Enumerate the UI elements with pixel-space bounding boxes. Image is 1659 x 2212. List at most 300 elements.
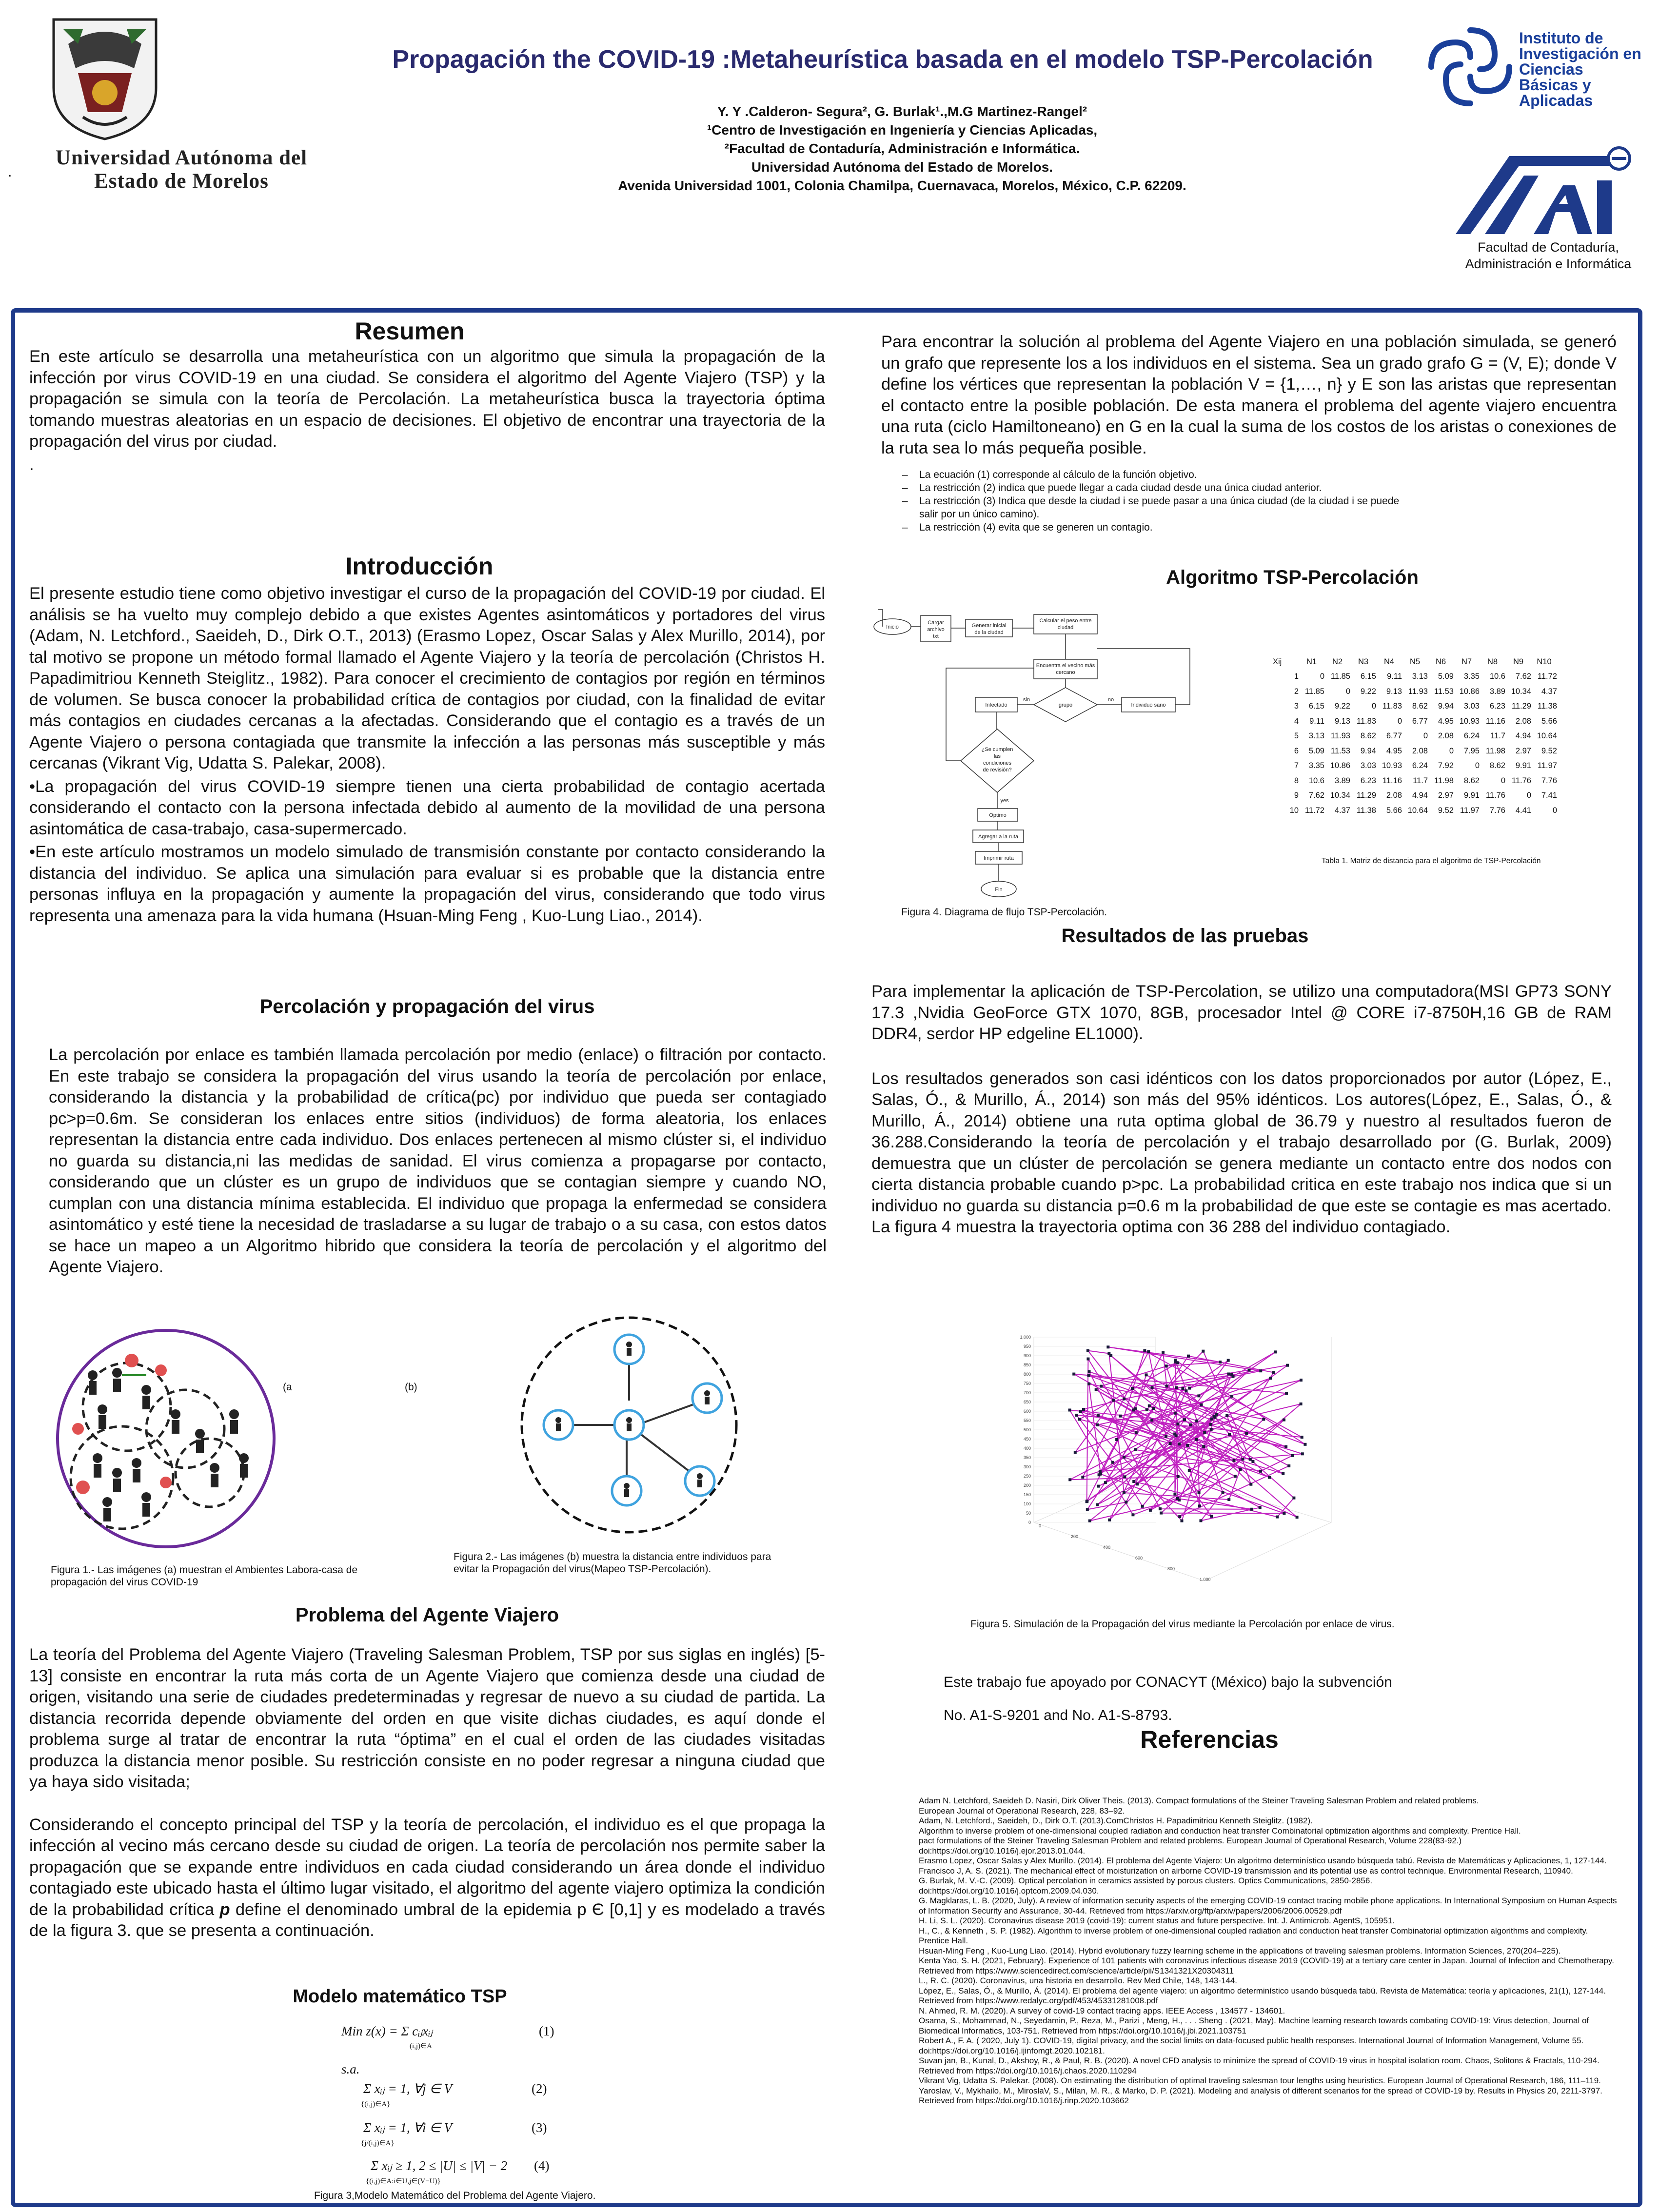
route-node	[1132, 1480, 1135, 1483]
table-header-cell: N1	[1306, 657, 1317, 666]
equation-number-2: (2)	[532, 2081, 547, 2096]
route-node	[1099, 1473, 1102, 1476]
resumen-dot: .	[29, 455, 34, 474]
table-cell: 11.38	[1537, 702, 1557, 711]
flow-agregar: Agregar a la ruta	[978, 834, 1018, 840]
table-cell: 8.62	[1412, 702, 1428, 711]
institute-swirl-logo	[1422, 20, 1519, 113]
route-node	[1111, 1461, 1114, 1464]
equation-1-sub: (i,j)∈A	[410, 2042, 432, 2050]
route-node	[1259, 1470, 1262, 1473]
figure-2-illustration	[517, 1313, 741, 1537]
route-node	[1250, 1508, 1253, 1511]
table-cell: 0	[1345, 687, 1350, 696]
route-node	[1160, 1512, 1163, 1515]
route-node	[1125, 1501, 1127, 1503]
right-intro-text	[881, 332, 1617, 461]
table-cell: 7.76	[1541, 776, 1557, 785]
dash: –	[902, 469, 908, 480]
equation-1: Min z(x) = Σ cᵢⱼxᵢⱼ	[341, 2024, 433, 2038]
distance-table	[1273, 654, 1557, 818]
institute-line: Aplicadas	[1519, 92, 1593, 109]
route-node	[1081, 1476, 1084, 1479]
route-node	[1147, 1350, 1150, 1353]
reference-item: Adam N. Letchford, Saeideh D. Nasiri, Dirk Oliver Theis. (2013). Compact formulations of the Steiner Traveling Salesman Problem and related problems.	[919, 1796, 1479, 1805]
restriction-text: La restricción (4) evita que se generen un contagio.	[919, 522, 1153, 533]
flow-no: no	[1107, 697, 1114, 703]
reference-item: doi:https://doi.org/10.1016/j.ejor.2013.01.044.	[919, 1846, 1086, 1856]
route-node	[1259, 1369, 1262, 1372]
flow-individuo-sano: Individuo sano	[1131, 702, 1166, 708]
dash: –	[902, 522, 908, 533]
table-cell: 10.93	[1459, 716, 1480, 726]
table-cell: 11.85	[1330, 672, 1350, 681]
flow-encuentra-2: cercano	[1056, 670, 1075, 675]
resumen-paragraph: En este artículo se desarrolla una metaheurística con un algoritmo que simula la propagación de la infección por virus COVID-19 en una ciudad. Se considera el algoritmo del Agente Viajero (TSP) y la propagación se simula con la teoría de Percolación. La metaheurística busca la trayectoria óptima tomando muestras aleatorias en un espacio de decisiones. El objetivo de encontrar una trayectoria de la propagación del virus por ciudad.	[29, 347, 825, 451]
reference-item: López, E., Salas, Ó., & Murillo, Á. (2014). El problema del agente viajero: un algoritmo determinístico usando búsqueda tabú. Revista de Matemática: teoría y aplicaciones, 21(1), 127-144. Retrieved from https://www.redalyc.org/pdf/453/45331281008.pdf	[919, 1986, 1606, 2005]
figure-1-label-a: (a	[283, 1382, 292, 1393]
table-cell: 6.24	[1412, 761, 1428, 770]
table-row-label: 8	[1294, 776, 1299, 785]
university-line-2: Estado de Morelos	[94, 170, 269, 193]
route-node	[1099, 1470, 1102, 1473]
table-cell: 5.66	[1386, 806, 1402, 815]
route-node	[1131, 1387, 1134, 1390]
flow-imprimir: Imprimir ruta	[984, 855, 1014, 861]
modelo-title: Modelo matemático TSP	[293, 1986, 507, 2007]
flow-cargar-1: Cargar	[928, 620, 944, 626]
affiliation-4: Avenida Universidad 1001, Colonia Chamilpa, Cuernavaca, Morelos, México, C.P. 62209.	[618, 178, 1186, 193]
table-cell: 10.64	[1537, 731, 1557, 741]
table-cell: 11.16	[1485, 716, 1505, 726]
institute-line: Básicas y	[1519, 76, 1591, 94]
table-cell: 2.97	[1515, 746, 1531, 755]
y-tick-label: 250	[1023, 1474, 1031, 1479]
table-cell: 10.93	[1382, 761, 1402, 770]
references-list	[919, 1796, 1617, 2106]
y-tick-label: 800	[1023, 1372, 1031, 1377]
university-name	[35, 146, 328, 193]
route-node	[1151, 1386, 1154, 1389]
resultados-paragraph-2: Los resultados generados son casi idénticos con los datos proporcionados por autor (López, E., Salas, Ó., & Murillo, Á., 2014) son más del 95% idénticos. Los autores(López, E., Salas, Ó., & Murillo, Á., 2014) obtiene una ruta optima global de 36.79 y nuestro al resultados fueron de 36.288.Considerando la teoría de percolación y el trabajo desarrollado por (G. Burlak, 2009) demuestra que un clúster de percolación se genera mediante un contacto entre dos nodos con cierta distancia probable cuando p>pc. La probabilidad critica en este trabajo nos indica que si un individuo no guarda su distancia p=0.6 m la probabilidad de que este se contagie es mas acertado. La figura 4 muestra la trayectoria optima con 36 288 del individuo contagiado.	[871, 1069, 1612, 1236]
flow-grupo: grupo	[1058, 702, 1073, 708]
table-row	[1273, 744, 1557, 759]
table-cell: 3.89	[1334, 776, 1350, 785]
route-node	[1200, 1519, 1203, 1522]
table-cell: 2.08	[1412, 746, 1428, 755]
y-tick-label: 750	[1023, 1381, 1031, 1386]
flow-condiciones-1: ¿Se cumplen	[981, 747, 1013, 752]
table-corner-label: Xij	[1273, 657, 1282, 666]
route-node	[1282, 1472, 1284, 1475]
figure-5-caption: Figura 5. Simulación de la Propagación del virus mediante la Percolación por enlace de virus.	[970, 1619, 1395, 1630]
y-tick-label: 100	[1023, 1501, 1031, 1506]
table-header-cell: N8	[1487, 657, 1498, 666]
figure-4-caption: Figura 4. Diagrama de flujo TSP-Percolación.	[901, 907, 1107, 918]
table-cell: 0	[1449, 746, 1454, 755]
table-cell: 3.13	[1412, 672, 1428, 681]
reference-item: Kenta Yao, S. H. (2021, February). Experience of 101 patients with coronavirus infectious disease 2019 (COVID-19) at a tertiary care center in Japan. Journal of Infection and Chemotherapy. Retrieved from https://www.sciencedirect.com/science/article/pii/S1341321X20304311	[919, 1956, 1614, 1975]
route-node	[1143, 1349, 1146, 1352]
flow-si2: yes	[1000, 798, 1009, 804]
table-cell: 11.93	[1330, 731, 1350, 741]
table-row-label: 5	[1294, 731, 1299, 741]
table-header-cell: N5	[1409, 657, 1421, 666]
table-cell: 11.83	[1382, 702, 1402, 711]
y-tick-label: 350	[1023, 1455, 1031, 1460]
table-header-cell: N3	[1358, 657, 1369, 666]
y-tick-label: 900	[1023, 1353, 1031, 1358]
reference-item: H. Li, S. L. (2020). Coronavirus disease 2019 (covid-19): current status and future perspective. Int. J. Antimicrob. AgentS, 105951.	[919, 1916, 1395, 1925]
authors-block	[439, 102, 1365, 195]
reference-item: Robert A., F. A. ( 2020, July 1). COVID-19, digital privacy, and the social limits on data-focused public health responses. International Journal of Information Management, Volume 55. doi:https://doi.org/10.1016/j.ijinfomgt.2020.102181.	[919, 2036, 1584, 2055]
y-tick-label: 450	[1023, 1437, 1031, 1442]
restriction-text: La restricción (2) indica que puede llegar a cada ciudad desde una única ciudad anterior.	[919, 482, 1322, 494]
route-node	[1197, 1394, 1200, 1397]
table-cell: 3.89	[1489, 687, 1505, 696]
percolacion-title: Percolación y propagación del virus	[259, 996, 595, 1017]
route-node	[1225, 1414, 1228, 1417]
tsp-paragraph-2	[29, 1815, 825, 1942]
route-node	[1159, 1507, 1162, 1510]
table-cell: 6.77	[1386, 731, 1402, 741]
equation-2: Σ xᵢⱼ = 1, ∀j ∈ V	[363, 2081, 452, 2096]
route-node	[1145, 1373, 1148, 1376]
tsp-p-symbol: p	[219, 1900, 230, 1919]
y-tick-label: 550	[1023, 1418, 1031, 1423]
university-line-1: Universidad Autónoma del	[55, 146, 308, 169]
route-node	[1213, 1415, 1216, 1418]
equation-4-sub: {(i,j)∈A:i∈U,j∈(V−U)}	[366, 2177, 441, 2185]
flow-condiciones-3: condiciones	[983, 760, 1012, 766]
table-cell: 10.34	[1330, 791, 1350, 800]
tsp-title: Problema del Agente Viajero	[295, 1604, 559, 1626]
flow-condiciones-4: de revisión?	[983, 767, 1012, 773]
route-node	[1178, 1515, 1181, 1518]
algoritmo-title: Algoritmo TSP-Percolación	[1166, 567, 1419, 588]
y-tick-label: 850	[1023, 1363, 1031, 1367]
table-cell: 7.76	[1489, 806, 1505, 815]
reference-item: Suvan jan, B., Kunal, D., Akshoy, R., & Paul, R. B. (2020). A novel CFD analysis to minimize the spread of COVID-19 virus in hospital isolation room. Chaos, Solitons & Fractals, 110-294. Retrieved from https://doi.org/10.1016/j.chaos.2020.110294	[919, 2056, 1600, 2075]
apoyo-line-2: No. A1-S-9201 and No. A1-S-8793.	[944, 1707, 1172, 1723]
route-node	[1107, 1352, 1110, 1355]
table-header-cell: N2	[1332, 657, 1343, 666]
x-tick-label: 800	[1167, 1566, 1175, 1571]
table-caption: Tabla 1. Matriz de distancia para el algoritmo de TSP-Percolación	[1322, 857, 1541, 865]
percolacion-paragraph: La percolación por enlace es también llamada percolación por medio (enlace) o filtración por contacto. En este trabajo se considera la propagación del virus usando la teoría de percolación por enlace, considerando la distancia y la probabilidad de crítica(pc) por individuo que pueda ser contagiado pc>p=0.6m. Se consideran los enlaces entre sitios (individuos) de forma aleatoria, los enlaces representan la distancia entre cada individuo. Dos enlaces pertenecen al mismo clúster si, el individuo no guarda su distancia,ni las medidas de sanidad. El virus comienza a propagarse por contacto, considerando que un clúster es un grupo de individuos que se contagian siempre y cuando NO, cumplan con una distancia mínima establecida. El individuo que propaga la enfermedad se considera asintomático y esté tiene la necesidad de trasladarse a su lugar de trabajo o a su casa, con estos datos se hace un mapeo a un Algoritmo hibrido que considera la teoría de percolación y el algoritmo del Agente Viajero.	[49, 1046, 827, 1276]
table-row	[1273, 803, 1557, 818]
dash: –	[902, 495, 908, 507]
route-node	[1210, 1418, 1213, 1421]
flow-si: sin	[1023, 697, 1030, 703]
route-node	[1087, 1382, 1090, 1385]
subject-to: s.a.	[341, 2062, 360, 2076]
table-header-cell: N10	[1537, 657, 1552, 666]
intro-paragraph-1: El presente estudio tiene como objetivo investigar el curso de la propagación del COVID-19 por ciudad. El análisis se ha vuelto muy complejo debido a que existes Agentes asintomáticos y portadores del virus (Adam, N. Letchford., Saeideh, D., Dirk O.T., 2013) (Erasmo Lopez, Oscar Salas y Alex Murillo, 2014), por tal motivo se propone un método formal llamado el Agente Viajero y la teoría de percolación (Christos H. Papadimitriou Kenneth Steiglitz., 1982). Para conocer el crecimiento de contagios por región en términos de volumen. Se busca conocer la probabilidad crítica de contagios por ciudad, con la finalidad de evitar más contagios en ciudades cercanas a la afectadas. Considerando que el contagio es a través de un Agente Viajero o persona contagiada que transmite la infección a las personas más susceptible y más cercanas (Vikrant Vig, Udatta S. Palekar, 2008).	[29, 584, 825, 772]
intro-text	[29, 583, 825, 928]
route-node	[1296, 1516, 1299, 1519]
faculty-name	[1441, 239, 1656, 272]
table-cell: 7.62	[1308, 791, 1324, 800]
fcaei-logo	[1451, 146, 1636, 239]
affiliation-3: Universidad Autónoma del Estado de Morelos.	[751, 159, 1053, 175]
route-node	[1188, 1387, 1191, 1390]
flow-generar-1: Generar inicial	[971, 623, 1007, 629]
route-node	[1086, 1349, 1089, 1352]
route-node	[1146, 1408, 1148, 1411]
route-node	[1287, 1464, 1290, 1467]
route-node	[1134, 1407, 1137, 1410]
reference-item: N. Ahmed, R. M. (2020). A survey of covid-19 contact tracing apps. IEEE Access , 134577 - 134601.	[919, 2006, 1285, 2015]
route-node	[1135, 1431, 1138, 1434]
flow-calcular-1: Calcular el peso entre	[1039, 618, 1092, 624]
table-cell: 5.66	[1541, 716, 1557, 726]
table-cell: 0	[1501, 776, 1505, 785]
table-cell: 6.77	[1412, 716, 1428, 726]
y-tick-label: 200	[1023, 1483, 1031, 1488]
distance-table-body	[1273, 670, 1557, 818]
equation-3: Σ xᵢⱼ = 1, ∀i ∈ V	[363, 2120, 452, 2135]
reference-item: doi:https://doi.org/10.1016/j.optcom.2009.04.030.	[919, 1886, 1099, 1896]
table-header-cell: N4	[1383, 657, 1395, 666]
reference-item: Hsuan-Ming Feng , Kuo-Lung Liao. (2014). Hybrid evolutionary fuzzy learning scheme in the applications of traveling salesman problems. Information Sciences, 270(204–225).	[919, 1946, 1561, 1955]
table-cell: 4.94	[1412, 791, 1428, 800]
route-node	[1086, 1358, 1089, 1361]
table-cell: 11.76	[1511, 776, 1531, 785]
apoyo-line-1: Este trabajo fue apoyado por CONACYT (México) bajo la subvención	[944, 1674, 1392, 1690]
table-cell: 0	[1371, 702, 1376, 711]
route-node	[1283, 1419, 1285, 1422]
route-node	[1202, 1445, 1205, 1448]
uaem-shield-logo	[49, 15, 161, 141]
institute-line: Ciencias	[1519, 60, 1583, 78]
route-node	[1185, 1389, 1187, 1392]
route-node	[1177, 1475, 1180, 1478]
route-node	[1249, 1458, 1252, 1461]
table-row	[1273, 789, 1557, 804]
route-node	[1082, 1408, 1085, 1411]
equation-3-sub: {j/(i,j)∈A}	[361, 2139, 395, 2147]
flow-fin: Fin	[995, 887, 1003, 892]
route-node	[1134, 1448, 1137, 1451]
x-tick-label: 400	[1103, 1545, 1111, 1550]
route-node	[1187, 1355, 1190, 1358]
table-cell: 11.97	[1537, 761, 1557, 770]
route-node	[1174, 1412, 1177, 1415]
table-cell: 9.22	[1334, 702, 1350, 711]
modelo-caption: Figura 3,Modelo Matemático del Problema del Agente Viajero.	[314, 2190, 596, 2201]
table-cell: 2.08	[1386, 791, 1402, 800]
route-node	[1068, 1478, 1071, 1481]
restrictions-list	[902, 468, 1609, 534]
reference-item: G. Magklaras, L. B. (2020, July). A review of information security aspects of the emerging COVID-19 contact tracing mobile phone applications. In International Symposium on Human Aspects of Information Security and Assurance, 30-44. Retrieved from https://arxiv.org/ftp/arxiv/papers/2006/2006.00529.pdf	[919, 1896, 1617, 1916]
equation-4: Σ xᵢⱼ ≥ 1, 2 ≤ |U| ≤ |V| − 2	[371, 2158, 508, 2173]
route-node	[1079, 1410, 1082, 1413]
table-cell: 11.7	[1490, 731, 1505, 741]
flow-cargar-2: archivo	[927, 627, 945, 632]
table-cell: 4.37	[1541, 687, 1557, 696]
equation-number-4: (4)	[534, 2158, 550, 2173]
route-node	[1227, 1359, 1230, 1362]
route-node	[1186, 1444, 1189, 1447]
route-node	[1230, 1395, 1233, 1398]
table-cell: 11.16	[1382, 776, 1402, 785]
restriction-item	[902, 494, 1609, 521]
route-node	[1248, 1369, 1251, 1372]
intro-paragraph-2: •La propagación del virus COVID-19 siempre tienen una cierta probabilidad de contagio acertada considerando el contacto con la persona infectada debido al aumento de la movilidad de una persona asintomática de casa-trabajo, casa-supermercado.	[29, 777, 825, 838]
equation-number-3: (3)	[532, 2120, 547, 2135]
table-cell: 9.11	[1309, 716, 1324, 726]
restriction-text: La restricción (3) Indica que desde la ciudad i se puede pasar a una única ciudad (de la ciudad i se puede salir por un único camino).	[919, 495, 1400, 520]
flow-calcular-2: ciudad	[1057, 625, 1074, 631]
table-cell: 11.29	[1356, 791, 1376, 800]
resumen-title: Resumen	[355, 317, 465, 345]
table-cell: 4.41	[1515, 806, 1531, 815]
route-node	[1301, 1452, 1304, 1455]
table-cell: 10.86	[1330, 761, 1350, 770]
table-cell: 9.94	[1438, 702, 1454, 711]
table-cell: 11.38	[1356, 806, 1376, 815]
route-node	[1210, 1428, 1213, 1431]
tsp-paragraph-2-b: define el denominado umbral de la epidemia p Є [0,1] y es modelado a través de la figura 3. que se presenta a continuación.	[29, 1900, 826, 1940]
table-row-label: 9	[1294, 791, 1299, 800]
reference-item: L., R. C. (2020). Coronavirus, una historia en desarrollo. Rev Med Chile, 148, 143-144.	[919, 1976, 1237, 1985]
table-cell: 11.72	[1304, 806, 1324, 815]
route-node	[1228, 1433, 1231, 1436]
table-cell: 0	[1475, 761, 1480, 770]
tsp-paragraph-1: La teoría del Problema del Agente Viajero (Traveling Salesman Problem, TSP por sus siglas en inglés) [5-13] consiste en encontrar la ruta más corta de un Agente Viajero que comienza desde una ciudad de origen, visitando una serie de ciudades predeterminadas y regresar de nuevo a su ciudad de partida. La distancia recorrida depende obviamente del orden en que visite dichas ciudades, es aquí donde el problema surge al tratar de encontrar la ruta “óptima” en el cual el orden de las ciudades visitadas produzca la distancia menor posible. Su restricción consiste en no poder regresar a ninguna ciudad que ya haya sido visitada;	[29, 1645, 825, 1791]
restriction-item	[902, 521, 1609, 534]
figure-5-simulation	[995, 1327, 1346, 1581]
route-node	[1176, 1422, 1179, 1425]
route-node	[1174, 1361, 1177, 1363]
route-node	[1149, 1509, 1152, 1512]
route-node	[1274, 1350, 1277, 1353]
route-node	[1162, 1351, 1165, 1354]
route-node	[1210, 1515, 1213, 1518]
route-node	[1183, 1418, 1186, 1421]
route-node	[1188, 1469, 1191, 1472]
table-cell: 5.09	[1438, 672, 1454, 681]
route-node	[1075, 1414, 1078, 1417]
route-node	[1233, 1459, 1236, 1462]
resultados-paragraph-1: Para implementar la aplicación de TSP-Percolation, se utilizo una computadora(MSI GP73 SONY 17.3 ,Nvidia GeoForce GTX 1070, 8GB, procesador Intel @ CORE i7-8750H,16 GB de RAM DDR4, serdor HP edgeline EL1000).	[871, 982, 1612, 1043]
route-node	[1227, 1373, 1230, 1376]
table-cell: 5.09	[1308, 746, 1324, 755]
route-node	[1148, 1404, 1151, 1407]
table-header-cell: N7	[1461, 657, 1472, 666]
route-node	[1195, 1438, 1198, 1441]
route-node	[1222, 1491, 1224, 1494]
table-cell: 3.03	[1463, 702, 1480, 711]
route-node	[1078, 1418, 1081, 1421]
route-node	[1242, 1458, 1244, 1461]
figure-2-caption: Figura 2.- Las imágenes (b) muestra la distancia entre individuos para evitar la Propagación del virus(Mapeo TSP-Percolación).	[454, 1551, 771, 1575]
route-node	[1141, 1505, 1144, 1508]
table-cell: 7.62	[1515, 672, 1531, 681]
x-tick-label: 1,000	[1200, 1577, 1211, 1581]
y-tick-label: 150	[1023, 1492, 1031, 1497]
reference-item: Francisco J, A. S. (2021). The mechanical effect of moisturization on airborne COVID-19 transmission and its potential use as control technique. Environmental Research, 110940.	[919, 1866, 1573, 1876]
route-node	[1300, 1402, 1303, 1405]
table-row	[1273, 773, 1557, 789]
table-cell: 3.35	[1463, 672, 1480, 681]
table-row-label: 2	[1294, 687, 1299, 696]
route-node	[1202, 1350, 1205, 1353]
table-cell: 7.95	[1463, 746, 1480, 755]
table-cell: 9.22	[1360, 687, 1376, 696]
route-node	[1087, 1374, 1090, 1377]
route-node	[1198, 1504, 1201, 1507]
route-node	[1074, 1451, 1077, 1454]
route-node	[1152, 1407, 1155, 1410]
faculty-line-2: Administración e Informática	[1465, 257, 1632, 271]
route-node	[1086, 1508, 1089, 1511]
route-node	[1209, 1423, 1212, 1426]
route-node	[1106, 1345, 1109, 1348]
reference-item: Vikrant Vig, Udatta S. Palekar. (2008). On estimating the distribution of optimal traveling salesman tour lengths using heuristics. European Journal of Operational Research, 186, 111–119.	[919, 2076, 1601, 2085]
table-row-label: 7	[1294, 761, 1299, 770]
route-node	[1100, 1385, 1103, 1388]
table-cell: 0	[1320, 672, 1324, 681]
route-node	[1123, 1398, 1126, 1401]
y-tick-label: 0	[1028, 1520, 1031, 1525]
flow-generar-2: de la ciudad	[974, 630, 1004, 635]
x-tick-label: 600	[1135, 1556, 1143, 1560]
table-cell: 0	[1397, 716, 1402, 726]
distance-matrix-table	[1273, 654, 1557, 818]
table-cell: 4.95	[1438, 716, 1454, 726]
route-node	[1096, 1503, 1099, 1506]
poster-title: Propagación the COVID-19 :Metaheurística basada en el modelo TSP-Percolación	[392, 45, 1373, 74]
route-node	[1284, 1445, 1287, 1448]
figure-1-caption: Figura 1.- Las imágenes (a) muestran el Ambientes Labora-casa de propagación del virus COVID-19	[51, 1564, 358, 1588]
y-tick-label: 1,000	[1020, 1335, 1031, 1340]
route-node	[1262, 1418, 1265, 1421]
route-node	[1304, 1443, 1306, 1446]
table-cell: 9.13	[1334, 716, 1350, 726]
route-node	[1234, 1475, 1237, 1478]
route-node	[1269, 1377, 1272, 1380]
y-tick-label: 600	[1023, 1409, 1031, 1414]
route-node	[1272, 1371, 1275, 1374]
route-node	[1173, 1493, 1176, 1496]
table-cell: 6.15	[1360, 672, 1376, 681]
table-row	[1273, 670, 1557, 685]
table-cell: 3.13	[1308, 731, 1324, 741]
table-cell: 8.62	[1360, 731, 1376, 741]
table-cell: 11.53	[1434, 687, 1454, 696]
route-node	[1239, 1468, 1242, 1471]
reference-item: G. Burlak, M. V.-C. (2009). Optical percolation in ceramics assisted by porous clusters. Optics Communications, 2850-2856.	[919, 1876, 1373, 1885]
reference-item: Erasmo Lopez, Oscar Salas y Alex Murillo. (2014). El problema del Agente Viajero: Un algoritmo determinístico usando búsqueda tabú. Revista de Matemáticas y Aplicaciones, 1, 127-144.	[919, 1856, 1607, 1865]
institute-name	[1519, 30, 1641, 108]
table-cell: 11.7	[1413, 776, 1428, 785]
route-node	[1136, 1482, 1139, 1485]
route-node	[1165, 1435, 1167, 1438]
route-node	[1097, 1485, 1100, 1488]
table-cell: 11.83	[1356, 716, 1376, 726]
route-node	[1300, 1379, 1303, 1382]
tsp-model-equations	[341, 2024, 585, 2190]
intro-title: Introducción	[345, 553, 494, 580]
restriction-text: La ecuación (1) corresponde al cálculo de la función objetivo.	[919, 469, 1197, 480]
table-cell: 9.52	[1541, 746, 1557, 755]
table-cell: 10.86	[1459, 687, 1480, 696]
table-cell: 11.98	[1485, 746, 1505, 755]
table-cell: 11.98	[1434, 776, 1454, 785]
route-node	[1115, 1438, 1118, 1441]
